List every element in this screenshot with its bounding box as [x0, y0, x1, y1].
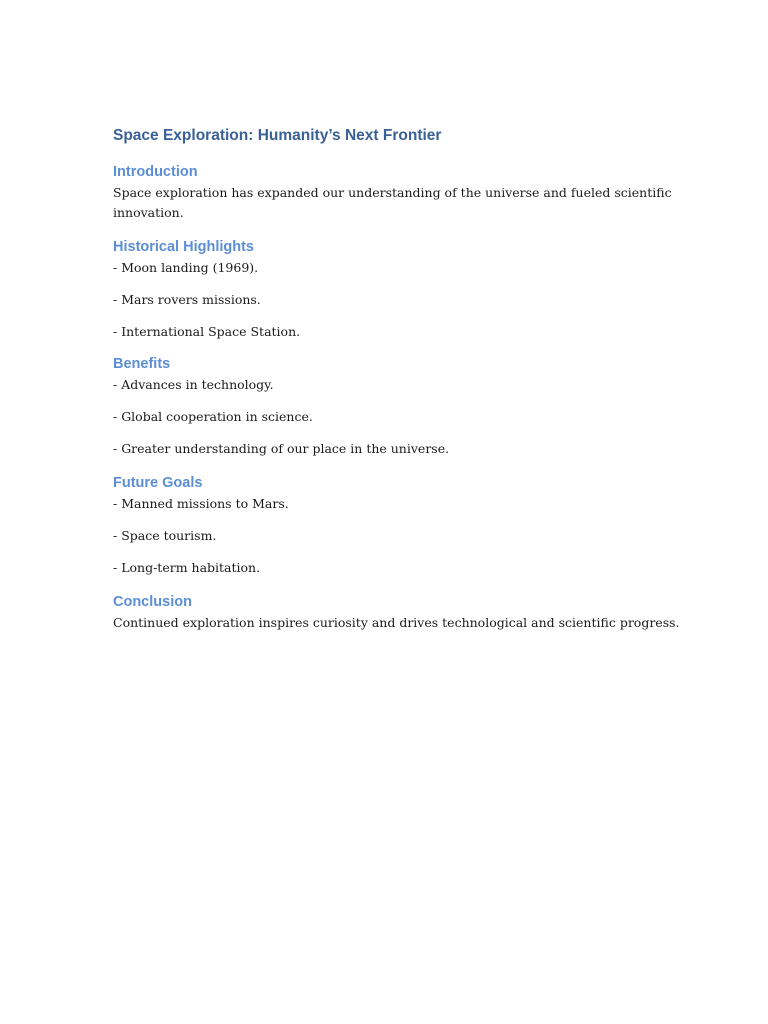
section-heading: Conclusion — [113, 594, 192, 610]
list-item: - Global cooperation in science. — [113, 409, 313, 424]
list-item: - Moon landing (1969). — [113, 260, 259, 275]
section-benefits — [113, 353, 673, 459]
section-paragraph: Space exploration has expanded our understanding of the universe and fueled scientific innovation. — [113, 185, 672, 220]
section-heading: Future Goals — [113, 475, 203, 491]
list-item: - Mars rovers missions. — [113, 292, 261, 307]
section-conclusion — [113, 591, 680, 633]
list-item: - Greater understanding of our place in the universe. — [113, 441, 450, 456]
section-heading: Historical Highlights — [113, 239, 254, 255]
section-future-goals — [113, 472, 673, 578]
section-heading: Benefits — [113, 356, 171, 372]
section-historical-highlights — [113, 236, 673, 342]
document-page — [113, 124, 680, 633]
section-introduction — [113, 161, 673, 223]
list-item: - Long-term habitation. — [113, 560, 261, 575]
section-paragraph: Continued exploration inspires curiosity and drives technological and scientific progress. — [113, 615, 680, 630]
document-title: Space Exploration: Humanity’s Next Frontier — [113, 127, 442, 144]
section-heading: Introduction — [113, 164, 198, 180]
list-item: - Manned missions to Mars. — [113, 496, 289, 511]
list-item: - Advances in technology. — [113, 377, 274, 392]
list-item: - International Space Station. — [113, 324, 301, 339]
list-item: - Space tourism. — [113, 528, 217, 543]
